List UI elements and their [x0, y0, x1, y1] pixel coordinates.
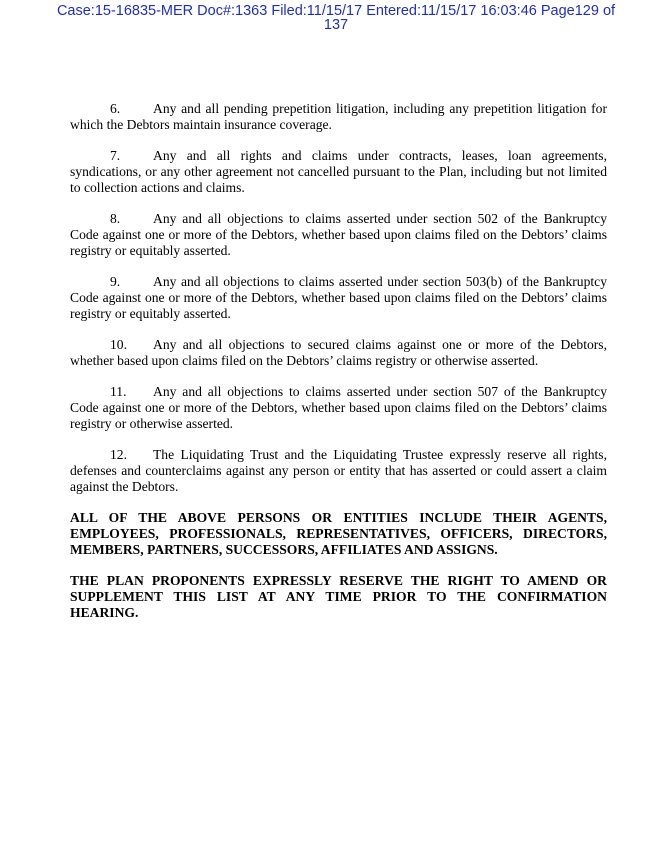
header-line-2: 137 [323, 17, 349, 33]
list-item [70, 101, 607, 133]
persons-notice: ALL OF THE ABOVE PERSONS OR ENTITIES INCLUDE THEIR AGENTS, EMPLOYEES, PROFESSIONALS, REPRESENTATIVES, OFFICERS, DIRECTORS, MEMBERS, PARTNERS, SUCCESSORS, AFFILIATES AND ASSIGNS. [70, 510, 607, 557]
item-text: Any and all rights and claims under contracts, leases, loan agreements, syndications, or any other agreement not cancelled pursuant to the Plan, including but not limited to collection actions and claims. [70, 148, 607, 195]
item-number: 10. [110, 337, 127, 352]
item-text: Any and all objections to secured claims against one or more of the Debtors, whether based upon claims filed on the Debtors’ claims registry or otherwise asserted. [70, 337, 607, 368]
document-body [70, 101, 607, 636]
item-number: 7. [110, 148, 121, 163]
item-text: Any and all objections to claims asserted under section 502 of the Bankruptcy Code against one or more of the Debtors, whether based upon claims filed on the Debtors’ claims registry or equitably asserted. [70, 211, 607, 258]
item-number: 6. [110, 101, 121, 116]
list-item [70, 447, 607, 495]
list-item [70, 211, 607, 259]
list-item [70, 337, 607, 369]
court-filing-header [30, 4, 642, 32]
list-item [70, 384, 607, 432]
item-number: 11. [110, 384, 127, 399]
header-line-1: Case:15-16835-MER Doc#:1363 Filed:11/15/17 Entered:11/15/17 16:03:46 Page129 of [56, 3, 616, 19]
item-text: Any and all objections to claims asserted under section 507 of the Bankruptcy Code against one or more of the Debtors, whether based upon claims filed on the Debtors’ claims registry or otherwise asserted. [70, 384, 607, 431]
item-number: 9. [110, 274, 121, 289]
item-text: Any and all objections to claims asserted under section 503(b) of the Bankruptcy Code against one or more of the Debtors, whether based upon claims filed on the Debtors’ claims registry or equitably asserted. [70, 274, 607, 321]
item-text: Any and all pending prepetition litigation, including any prepetition litigation for which the Debtors maintain insurance coverage. [70, 101, 607, 132]
item-number: 8. [110, 211, 121, 226]
list-item [70, 148, 607, 196]
item-text: The Liquidating Trust and the Liquidating Trustee expressly reserve all rights, defenses and counterclaims against any person or entity that has asserted or could assert a claim against the Debtors. [70, 447, 607, 494]
list-item [70, 274, 607, 322]
item-number: 12. [110, 447, 127, 462]
reservation-notice: THE PLAN PROPONENTS EXPRESSLY RESERVE THE RIGHT TO AMEND OR SUPPLEMENT THIS LIST AT ANY TIME PRIOR TO THE CONFIRMATION HEARING. [70, 573, 607, 620]
